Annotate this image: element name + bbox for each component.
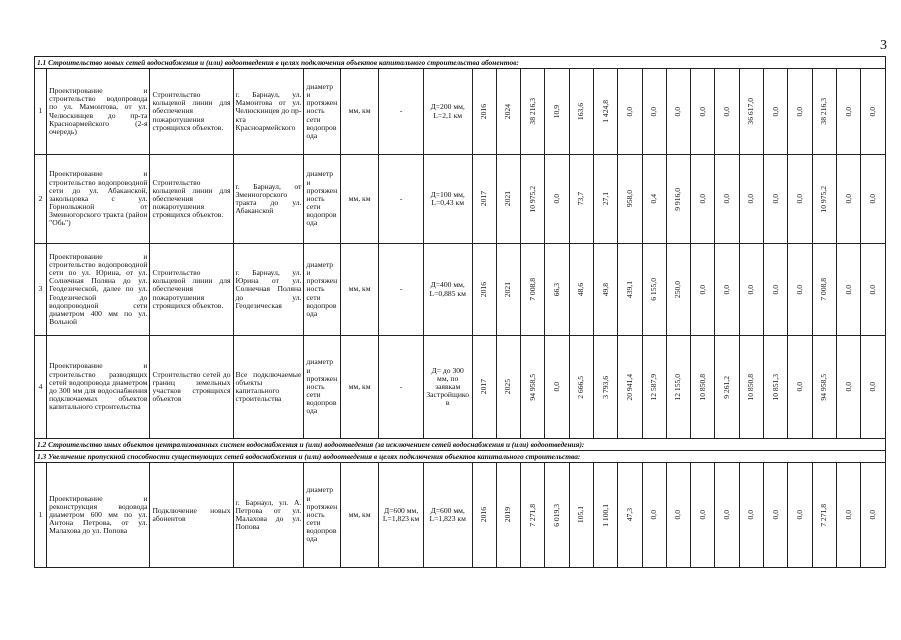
section-header-row xyxy=(35,451,886,463)
value-text: 10,9 xyxy=(551,104,561,119)
project-location: Все подключаемые объекты капитального строительства xyxy=(233,336,304,439)
value-cell xyxy=(836,155,860,244)
value-cell xyxy=(788,244,812,336)
value-cell xyxy=(691,244,715,336)
value-text: 105,1 xyxy=(576,506,586,524)
value-cell xyxy=(764,155,788,244)
value-text: 0,0 xyxy=(868,510,878,520)
technical-parameter: диаметр и протяженность сети водопровода xyxy=(304,463,340,568)
row-number: 4 xyxy=(35,336,47,439)
value-cell xyxy=(545,244,569,336)
value-text: 38 216,3 xyxy=(527,98,537,125)
value-text: 94 958,5 xyxy=(819,373,829,401)
project-purpose: Строительство сетей до границ земельных участков строящихся объектов xyxy=(150,336,233,439)
value-text: 7 008,8 xyxy=(819,278,829,301)
value-text: 0,0 xyxy=(770,284,780,295)
page-number: 3 xyxy=(880,38,887,53)
value-cell xyxy=(545,155,569,244)
investment-program-table xyxy=(34,56,886,568)
value-cell xyxy=(642,155,666,244)
value-cell xyxy=(593,155,617,244)
value-text: 0,0 xyxy=(843,194,853,204)
value-text: 47,3 xyxy=(624,508,634,522)
value-text: 0,0 xyxy=(770,194,780,204)
value-cell xyxy=(472,336,496,439)
value-cell xyxy=(521,336,545,439)
value-text: 0,0 xyxy=(868,382,878,392)
value-cell xyxy=(691,336,715,439)
value-text: 7 008,8 xyxy=(527,278,537,301)
value-cell xyxy=(593,244,617,336)
value-cell xyxy=(545,463,569,568)
value-cell xyxy=(812,69,836,155)
value-cell xyxy=(861,463,886,568)
value-cell xyxy=(496,155,520,244)
value-text: 2025 xyxy=(503,379,513,395)
row-number: 3 xyxy=(35,244,47,336)
unit-of-measure: мм, км xyxy=(340,155,378,244)
value-text: 0,0 xyxy=(673,510,683,520)
project-name: Проектирование и строительство водопровода по ул. Мамонтова, от ул. Челюскинцев до пр-та Красноармейского (2-я очередь) xyxy=(47,69,150,155)
value-cell xyxy=(569,244,593,336)
value-cell xyxy=(521,155,545,244)
value-text: 0,0 xyxy=(770,510,780,520)
section-header-row xyxy=(35,57,886,69)
row-number: 2 xyxy=(35,155,47,244)
value-text: 0,0 xyxy=(868,194,878,204)
value-cell xyxy=(618,336,642,439)
value-before: Д=600 мм, L=1,823 км xyxy=(379,463,424,568)
value-text: 6 155,0 xyxy=(649,278,659,301)
value-cell xyxy=(764,463,788,568)
value-cell xyxy=(836,244,860,336)
table-row xyxy=(35,155,886,244)
section-1-3-title: 1.3 Увеличение пропускной способности существующих сетей водоснабжения и (или) водоотведения в целях подключения объектов капитального строительства: xyxy=(35,451,886,463)
value-text: 0,0 xyxy=(722,194,732,204)
value-text: 0,0 xyxy=(697,510,707,520)
value-cell xyxy=(521,463,545,568)
value-text: 12 155,0 xyxy=(673,373,683,401)
value-text: 10 850,8 xyxy=(746,373,756,401)
value-cell xyxy=(861,155,886,244)
table-row xyxy=(35,244,886,336)
value-cell xyxy=(836,336,860,439)
value-text: 0,0 xyxy=(746,510,756,520)
value-text: 250,0 xyxy=(673,280,683,299)
value-text: 2 666,5 xyxy=(576,375,586,399)
value-cell xyxy=(739,244,763,336)
value-text: 163,6 xyxy=(576,102,586,121)
value-text: 0,0 xyxy=(722,284,732,295)
value-cell xyxy=(472,463,496,568)
value-cell xyxy=(788,463,812,568)
value-text: 66,3 xyxy=(551,282,561,297)
row-number: 1 xyxy=(35,463,47,568)
value-cell xyxy=(618,244,642,336)
value-cell xyxy=(666,463,690,568)
value-cell xyxy=(788,69,812,155)
value-cell xyxy=(666,244,690,336)
value-before: - xyxy=(379,336,424,439)
value-cell xyxy=(715,69,739,155)
value-cell xyxy=(666,155,690,244)
value-before: - xyxy=(379,69,424,155)
value-text: 0,0 xyxy=(794,510,804,520)
value-text: 7 271,8 xyxy=(527,503,537,527)
unit-of-measure: мм, км xyxy=(340,463,378,568)
value-text: 94 958,5 xyxy=(527,373,537,401)
value-cell xyxy=(666,69,690,155)
value-cell xyxy=(691,155,715,244)
table-row xyxy=(35,69,886,155)
value-text: 20 941,4 xyxy=(624,373,634,401)
value-text: 958,0 xyxy=(624,190,634,208)
value-text: 0,0 xyxy=(746,194,756,204)
value-cell xyxy=(812,155,836,244)
project-purpose: Строительство кольцевой линии для обеспечения пожаротушения строящихся объектов. xyxy=(150,155,233,244)
value-cell xyxy=(691,463,715,568)
project-purpose: Строительство кольцевой линии для обеспечения пожаротушения строящихся объектов. xyxy=(150,244,233,336)
value-cell xyxy=(764,336,788,439)
technical-parameter: диаметр и протяженность сети водопровода xyxy=(304,69,340,155)
technical-parameter: диаметр и протяженность сети водопровода xyxy=(304,155,340,244)
value-cell xyxy=(545,69,569,155)
value-text: 3 793,6 xyxy=(600,375,610,399)
value-text: 2016 xyxy=(479,281,489,298)
value-cell xyxy=(715,244,739,336)
value-text: 10 975,2 xyxy=(819,185,829,213)
section-header-row xyxy=(35,439,886,451)
technical-parameter: диаметр и протяженность сети водопровода xyxy=(304,336,340,439)
project-name: Проектирование и строительство водопроводной сети до ул. Абаканской, закольцовка с ул. Горнолыжной от Змеиногорского тракта (район "Обь") xyxy=(47,155,150,244)
unit-of-measure: мм, км xyxy=(340,69,378,155)
value-text: 0,0 xyxy=(746,284,756,295)
unit-of-measure: мм, км xyxy=(340,244,378,336)
value-cell xyxy=(691,69,715,155)
value-text: 10 975,2 xyxy=(527,185,537,213)
value-cell xyxy=(593,336,617,439)
value-cell xyxy=(642,463,666,568)
value-text: 2021 xyxy=(503,191,513,207)
value-text: 9 261,2 xyxy=(722,375,732,399)
value-cell xyxy=(496,69,520,155)
project-location: г. Барнаул, ул. Мамонтова от ул. Челюскинцев до пр-кта Красноармейского xyxy=(233,69,304,155)
value-text: 0,0 xyxy=(722,510,732,520)
value-text: 0,0 xyxy=(794,194,804,204)
value-text: 2016 xyxy=(479,103,489,120)
project-location: г. Барнаул, ул. Юрина от ул. Солнечная Поляна до ул. Геодезическая xyxy=(233,244,304,336)
value-text: 2021 xyxy=(503,281,513,298)
value-cell xyxy=(642,336,666,439)
value-cell xyxy=(764,244,788,336)
value-text: 2017 xyxy=(479,379,489,395)
value-cell xyxy=(836,69,860,155)
value-text: 10 851,3 xyxy=(770,373,780,401)
value-text: 48,6 xyxy=(576,282,586,297)
value-cell xyxy=(666,336,690,439)
value-cell xyxy=(569,463,593,568)
value-after: Д=400 мм, L=0,885 км xyxy=(423,244,472,336)
value-cell xyxy=(739,463,763,568)
value-text: 0,0 xyxy=(697,284,707,295)
project-purpose: Подключение новых абонентов xyxy=(150,463,233,568)
value-cell xyxy=(715,336,739,439)
value-cell xyxy=(739,336,763,439)
value-text: 0,0 xyxy=(697,194,707,204)
project-location: г. Барнаул, ул. А. Петрова от ул. Малахова до ул. Попова xyxy=(233,463,304,568)
value-text: 49,8 xyxy=(600,282,610,297)
value-cell xyxy=(618,463,642,568)
value-cell xyxy=(836,463,860,568)
unit-of-measure: мм, км xyxy=(340,336,378,439)
value-cell xyxy=(642,244,666,336)
value-cell xyxy=(618,155,642,244)
value-cell xyxy=(861,69,886,155)
value-text: 0,0 xyxy=(649,106,659,117)
value-cell xyxy=(472,155,496,244)
value-text: 9 916,0 xyxy=(673,187,683,211)
value-cell xyxy=(496,244,520,336)
value-cell xyxy=(812,336,836,439)
value-cell xyxy=(521,244,545,336)
value-text: 0,0 xyxy=(551,382,561,392)
project-name: Проектирование и реконструкция водовода диаметром 600 мм по ул. Антона Петрова, от ул. Малахова до ул. Попова xyxy=(47,463,150,568)
value-text: 2017 xyxy=(479,191,489,207)
value-cell xyxy=(618,69,642,155)
project-purpose: Строительство кольцевой линии для обеспечения пожаротушения строящихся объектов. xyxy=(150,69,233,155)
value-cell xyxy=(861,244,886,336)
section-1-1-title: 1.1 Строительство новых сетей водоснабжения и (или) водоотведения в целях подключения объектов капитального строительства абонентов: xyxy=(35,57,886,69)
value-text: 10 850,8 xyxy=(697,373,707,401)
row-number: 1 xyxy=(35,69,47,155)
value-before: - xyxy=(379,244,424,336)
value-cell xyxy=(715,155,739,244)
value-after: Д= до 300 мм, по заявкам Застройщиков xyxy=(423,336,472,439)
value-text: 2019 xyxy=(503,507,513,523)
value-cell xyxy=(739,69,763,155)
value-text: 12 587,9 xyxy=(649,373,659,401)
value-text: 0,0 xyxy=(673,106,683,117)
value-text: 1 100,1 xyxy=(600,503,610,527)
value-cell xyxy=(812,463,836,568)
value-cell xyxy=(788,155,812,244)
section-1-2-title: 1.2 Строительство иных объектов централизованных систем водоснабжения и (или) водоотведения (за исключением сетей водоснабжения и (или) водоотведения): xyxy=(35,439,886,451)
value-cell xyxy=(496,336,520,439)
value-cell xyxy=(496,463,520,568)
value-after: Д=600 мм, L=1,823 км xyxy=(423,463,472,568)
table-body xyxy=(35,57,886,568)
value-cell xyxy=(472,244,496,336)
value-text: 0,0 xyxy=(551,194,561,204)
project-name: Проектирование и строительство водопроводной сети по ул. Юрина, от ул. Солнечная Поляна до ул. Геодезической, далее по ул. Геодезической до водопроводной сети диаметром 400 мм по ул. Вольной xyxy=(47,244,150,336)
value-cell xyxy=(739,155,763,244)
project-name: Проектирование и строительство разводящих сетей водопровода диаметром до 300 мм для водоснабжения подключаемых объектов капитального строительства xyxy=(47,336,150,439)
value-text: 0,0 xyxy=(794,106,804,117)
value-cell xyxy=(569,69,593,155)
table-row xyxy=(35,336,886,439)
value-text: 38 216,3 xyxy=(819,98,829,125)
value-text: 0,0 xyxy=(843,106,853,117)
value-text: 2016 xyxy=(479,507,489,523)
value-before: - xyxy=(379,155,424,244)
value-text: 2024 xyxy=(503,103,513,120)
value-text: 0,0 xyxy=(843,382,853,392)
value-cell xyxy=(545,336,569,439)
value-cell xyxy=(715,463,739,568)
value-cell xyxy=(569,155,593,244)
value-text: 36 617,0 xyxy=(746,98,756,125)
value-cell xyxy=(812,244,836,336)
value-after: Д=200 мм, L=2,1 км xyxy=(423,69,472,155)
value-cell xyxy=(642,69,666,155)
value-text: 0,0 xyxy=(843,284,853,295)
value-text: 0,0 xyxy=(624,106,634,117)
value-text: 1 424,8 xyxy=(600,100,610,123)
value-text: 0,0 xyxy=(868,284,878,295)
project-location: г. Барнаул, от Змеиногорского тракта до ул. Абаканской xyxy=(233,155,304,244)
value-cell xyxy=(788,336,812,439)
value-cell xyxy=(569,336,593,439)
value-cell xyxy=(861,336,886,439)
value-text: 0,0 xyxy=(770,106,780,117)
value-cell xyxy=(521,69,545,155)
value-text: 0,0 xyxy=(794,382,804,392)
value-after: Д=100 мм, L=0,43 км xyxy=(423,155,472,244)
value-text: 0,0 xyxy=(868,106,878,117)
table-row xyxy=(35,463,886,568)
value-text: 7 271,8 xyxy=(819,503,829,527)
value-cell xyxy=(593,463,617,568)
value-text: 0,0 xyxy=(722,106,732,117)
value-cell xyxy=(472,69,496,155)
value-text: 6 019,3 xyxy=(551,503,561,527)
value-text: 27,1 xyxy=(600,192,610,206)
value-text: 439,1 xyxy=(624,280,634,299)
value-text: 0,0 xyxy=(843,510,853,520)
value-text: 73,7 xyxy=(576,192,586,206)
value-text: 0,4 xyxy=(649,194,659,204)
value-cell xyxy=(764,69,788,155)
technical-parameter: диаметр и протяженность сети водопровода xyxy=(304,244,340,336)
value-text: 0,0 xyxy=(794,284,804,295)
value-text: 0,0 xyxy=(649,510,659,520)
value-text: 0,0 xyxy=(697,106,707,117)
value-cell xyxy=(593,69,617,155)
